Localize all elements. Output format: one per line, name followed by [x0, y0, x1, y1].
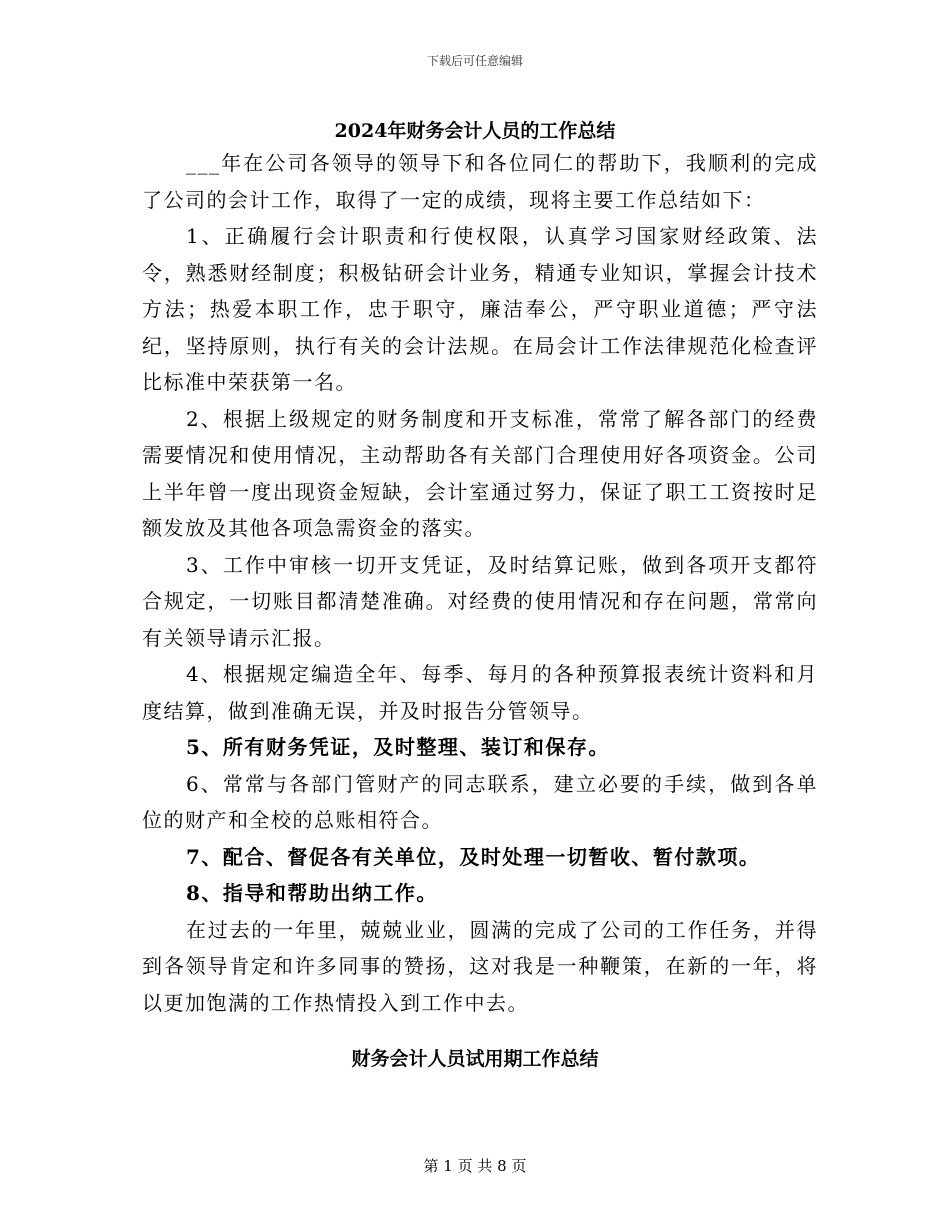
- paragraph: 3、工作中审核一切开支凭证，及时结算记账，做到各项开支都符合规定，一切账目都清楚准确。对经费的使用情况和存在问题，常常向有关领导请示汇报。: [142, 552, 818, 650]
- paragraph: 7、配合、督促各有关单位，及时处理一切暂收、暂付款项。: [186, 844, 761, 869]
- paragraph: ___年在公司各领导的领导下和各位同仁的帮助下，我顺利的完成了公司的会计工作，取得了一定的成绩，现将主要工作总结如下：: [142, 151, 818, 212]
- header-note: 下载后可任意编辑: [426, 54, 523, 68]
- paragraph: 在过去的一年里，兢兢业业，圆满的完成了公司的工作任务，并得到各领导肯定和许多同事的赞扬，这对我是一种鞭策，在新的一年，将以更加饱满的工作热情投入到工作中去。: [142, 917, 818, 1015]
- paragraph: 5、所有财务凭证，及时整理、装订和保存。: [186, 735, 610, 759]
- paragraph: 1、正确履行会计职责和行使权限，认真学习国家财经政策、法令，熟悉财经制度；积极钻研会计业务，精通专业知识，掌握会计技术方法；热爱本职工作，忠于职守，廉洁奉公，严守职业道德；严守法纪，坚持原则，执行有关的会计法规。在局会计工作法律规范化检查评比标准中荣获第一名。: [142, 224, 818, 394]
- paragraph: 8、指导和帮助出纳工作。: [186, 881, 438, 905]
- document-title: 2024年财务会计人员的工作总结: [334, 120, 616, 142]
- paragraph: 4、根据规定编造全年、每季、每月的各种预算报表统计资料和月度结算，做到准确无误，并及时报告分管领导。: [142, 662, 818, 723]
- paragraph: 2、根据上级规定的财务制度和开支标准，常常了解各部门的经费需要情况和使用情况，主动帮助各有关部门合理使用好各项资金。公司上半年曾一度出现资金短缺，会计室通过努力，保证了职工工资按时足额发放及其他各项急需资金的落实。: [142, 406, 818, 540]
- section-title: 财务会计人员试用期工作总结: [351, 1048, 599, 1070]
- page-number: 第 1 页 共 8 页: [423, 1157, 527, 1175]
- document-body: [142, 145, 818, 1021]
- paragraph: 6、常常与各部门管财产的同志联系，建立必要的手续，做到各单位的财产和全校的总账相符合。: [142, 771, 818, 832]
